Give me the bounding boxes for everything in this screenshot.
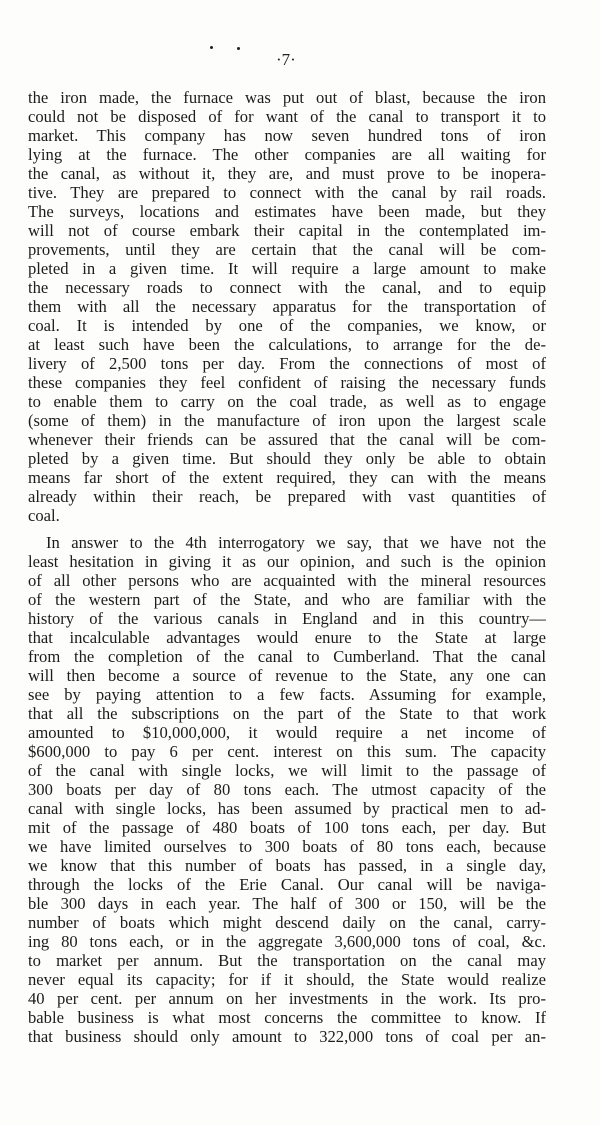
text-line: $600,000 to pay 6 per cent. interest on this sum. The capacity — [28, 742, 546, 761]
text-line: canal with single locks, has been assumed by practical men to ad- — [28, 799, 546, 818]
printer-mark — [210, 46, 213, 49]
text-line: we have limited ourselves to 300 boats of 80 tons each, because — [28, 837, 546, 856]
text-line: provements, until they are certain that the canal will be com- — [28, 240, 546, 259]
text-line: (some of them) in the manufacture of iron upon the largest scale — [28, 411, 546, 430]
text-line: to market per annum. But the transportation on the canal may — [28, 951, 546, 970]
text-line: coal. — [28, 506, 60, 525]
text-line: number of boats which might descend daily on the canal, carry- — [28, 913, 546, 932]
text-line: whenever their friends can be assured that the canal will be com- — [28, 430, 546, 449]
text-line: through the locks of the Erie Canal. Our canal will be naviga- — [28, 875, 546, 894]
text-line: the canal, as without it, they are, and must prove to be inopera- — [28, 164, 546, 183]
text-line: coal. It is intended by one of the companies, we know, or — [28, 316, 546, 335]
text-line: means far short of the extent required, they can with the means — [28, 468, 546, 487]
text-line: 40 per cent. per annum on her investments in the work. Its pro- — [28, 989, 546, 1008]
text-line: 300 boats per day of 80 tons each. The utmost capacity of the — [28, 780, 546, 799]
text-line: ing 80 tons each, or in the aggregate 3,600,000 tons of coal, &c. — [28, 932, 546, 951]
paragraph-continued — [28, 88, 546, 525]
text-line: The surveys, locations and estimates have been made, but they — [28, 202, 546, 221]
text-line: of the western part of the State, and who are familiar with the — [28, 590, 546, 609]
text-line: will then become a source of revenue to the State, any one can — [28, 666, 546, 685]
printer-mark — [237, 47, 240, 50]
text-line: the necessary roads to connect with the canal, and to equip — [28, 278, 546, 297]
text-line: to enable them to carry on the coal trade, as well as to engage — [28, 392, 546, 411]
text-line: the iron made, the furnace was put out of blast, because the iron — [28, 88, 546, 107]
text-line: least hesitation in giving it as our opinion, and such is the opinion — [28, 552, 546, 571]
text-line: these companies they feel confident of raising the necessary funds — [28, 373, 546, 392]
page-number: ·7· — [276, 50, 296, 69]
text-line: of all other persons who are acquainted with the mineral resources — [28, 571, 546, 590]
text-line: that incalculable advantages would enure to the State at large — [28, 628, 546, 647]
text-line: In answer to the 4th interrogatory we say, that we have not the — [46, 533, 546, 552]
text-line: them with all the necessary apparatus for the transportation of — [28, 297, 546, 316]
text-line: see by paying attention to a few facts. Assuming for example, — [28, 685, 546, 704]
text-line: pleted by a given time. But should they only be able to obtain — [28, 449, 546, 468]
text-line: mit of the passage of 480 boats of 100 tons each, per day. But — [28, 818, 546, 837]
text-line: tive. They are prepared to connect with the canal by rail roads. — [28, 183, 546, 202]
text-line: bable business is what most concerns the committee to know. If — [28, 1008, 546, 1027]
text-line: history of the various canals in England and in this country— — [28, 609, 546, 628]
text-line: that all the subscriptions on the part of the State to that work — [28, 704, 546, 723]
text-line: already within their reach, be prepared with vast quantities of — [28, 487, 546, 506]
text-line: pleted in a given time. It will require a large amount to make — [28, 259, 546, 278]
text-line: will not of course embark their capital in the contemplated im- — [28, 221, 546, 240]
text-line: market. This company has now seven hundred tons of iron — [28, 126, 546, 145]
text-line: from the completion of the canal to Cumberland. That the canal — [28, 647, 546, 666]
body-text — [28, 88, 546, 1046]
text-line: of the canal with single locks, we will limit to the passage of — [28, 761, 546, 780]
text-line: ble 300 days in each year. The half of 300 or 150, will be the — [28, 894, 546, 913]
text-line: at least such have been the calculations, to arrange for the de- — [28, 335, 546, 354]
text-line: lying at the furnace. The other companies are all waiting for — [28, 145, 546, 164]
text-line: never equal its capacity; for if it should, the State would realize — [28, 970, 546, 989]
paragraph-interrogatory-answer — [28, 533, 546, 1046]
text-line: livery of 2,500 tons per day. From the connections of most of — [28, 354, 546, 373]
text-line: could not be disposed of for want of the canal to transport it to — [28, 107, 546, 126]
text-line: we know that this number of boats has passed, in a single day, — [28, 856, 546, 875]
text-line: amounted to $10,000,000, it would require a net income of — [28, 723, 546, 742]
text-line: that business should only amount to 322,000 tons of coal per an- — [28, 1027, 546, 1046]
